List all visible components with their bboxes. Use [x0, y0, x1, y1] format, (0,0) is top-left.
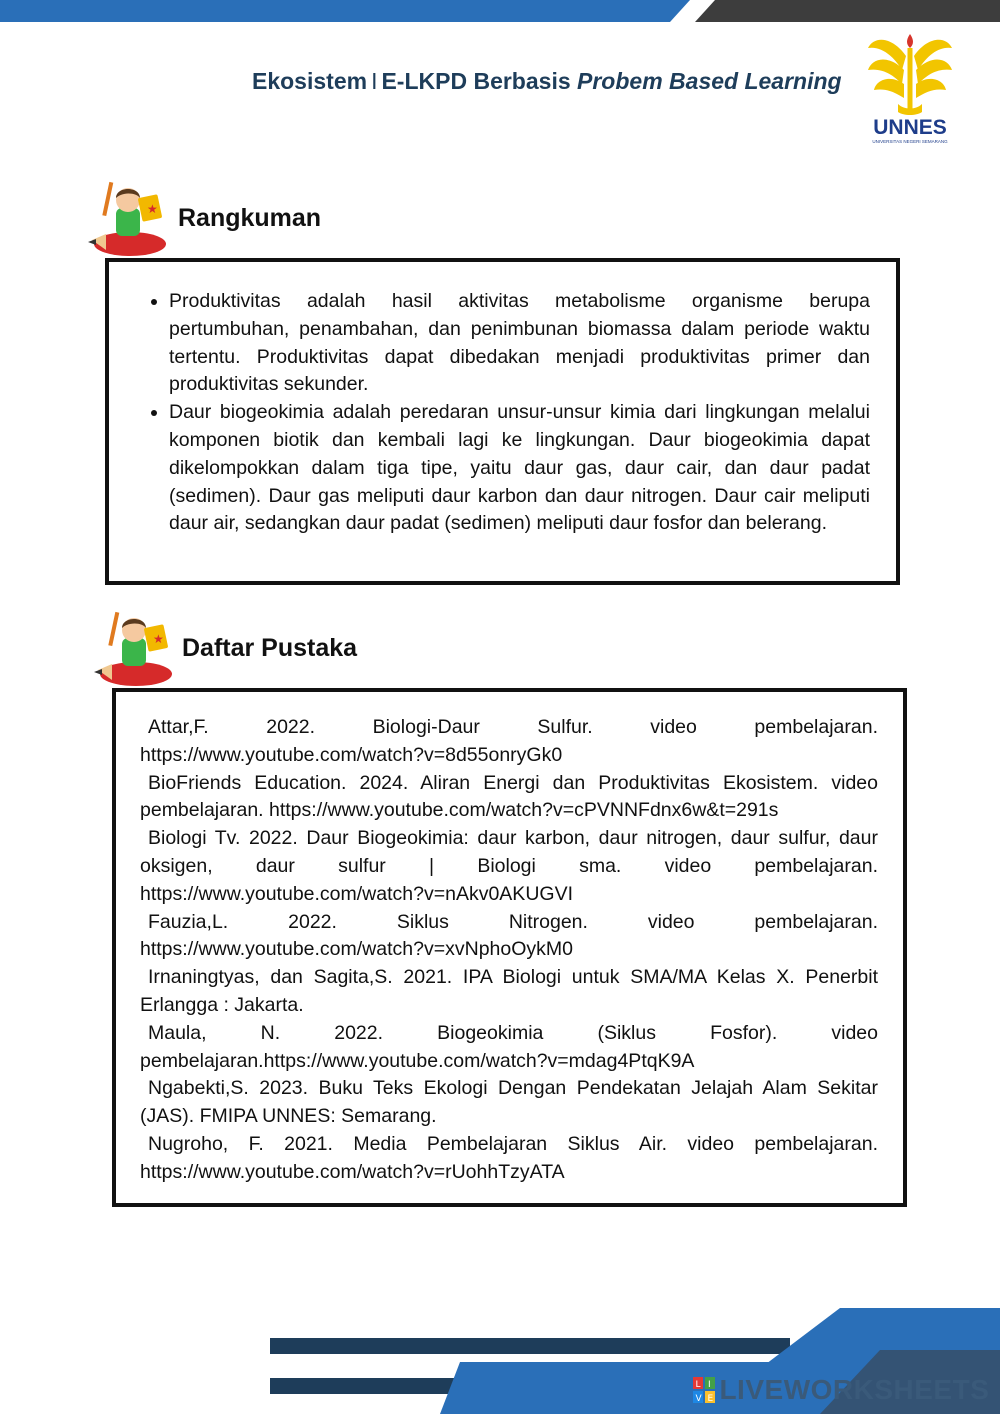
- svg-text:★: ★: [147, 202, 158, 216]
- reference-item: Fauzia,L. 2022. Siklus Nitrogen. video pembelajaran. https://www.youtube.com/watch?v=xvNphoOykM0: [140, 910, 878, 961]
- svg-text:★: ★: [153, 632, 164, 646]
- references-title: Daftar Pustaka: [182, 634, 358, 662]
- header-title: [252, 68, 842, 95]
- summary-list: [143, 288, 870, 538]
- reference-item: Irnaningtyas, dan Sagita,S. 2021. IPA Biologi untuk SMA/MA Kelas X. Penerbit Erlangga : Jakarta.: [140, 966, 878, 1016]
- reference-item: Biologi Tv. 2022. Daur Biogeokimia: daur karbon, daur nitrogen, daur sulfur, daur oksigen, daur sulfur | Biologi sma. video pembelajaran. https://www.youtube.com/watch?v=nAkv0AKUGVI: [140, 827, 878, 905]
- unnes-logo: [862, 26, 958, 148]
- mascot-pencil-icon: [86, 178, 172, 260]
- liveworksheets-logo-icon: [693, 1377, 715, 1403]
- watermark-text: LIVEWORKSHEETS: [719, 1374, 990, 1405]
- summary-box: [105, 258, 900, 585]
- reference-item: BioFriends Education. 2024. Aliran Energi dan Produktivitas Ekosistem. video pembelajaran. https://www.youtube.com/watch?v=cPVNNFdnx6w&t=291s: [140, 771, 878, 822]
- logo-text: UNNES: [873, 116, 947, 139]
- top-decorative-band: [0, 0, 1000, 22]
- badge-letter: I: [708, 1380, 711, 1390]
- liveworksheets-watermark: [693, 1374, 989, 1406]
- badge-letter: L: [695, 1380, 701, 1390]
- summary-item: • Daur biogeokimia adalah peredaran unsur-unsur kimia dari lingkungan melalui komponen biotik dan kembali lagi ke lingkungan. Daur biogeokimia dapat dikelompokkan dalam tiga tipe, yaitu daur gas, daur cair, dan daur padat (sedimen). Daur gas meliputi daur karbon dan daur nitrogen. Daur cair meliputi daur air, sedangkan daur padat (sedimen) meliputi daur fosfor dan belerang.: [169, 399, 870, 538]
- reference-item: Maula, N. 2022. Biogeokimia (Siklus Fosfor). video pembelajaran.https://www.youtube.com/watch?v=mdag4PtqK9A: [140, 1021, 878, 1072]
- logo-subtitle: UNIVERSITAS NEGERI SEMARANG: [872, 139, 948, 144]
- header-title-italic: Probem Based Learning: [577, 68, 842, 94]
- header-separator: I: [371, 68, 378, 94]
- badge-letter: V: [695, 1394, 702, 1403]
- reference-item: Ngabekti,S. 2023. Buku Teks Ekologi Dengan Pendekatan Jelajah Alam Sekitar (JAS). FMIPA UNNES: Semarang.: [140, 1077, 878, 1128]
- summary-title: Rangkuman: [178, 204, 322, 232]
- badge-letter: E: [707, 1394, 714, 1403]
- header-title-main: Ekosistem: [252, 68, 368, 94]
- header-title-prefix: E-LKPD Berbasis: [381, 68, 571, 94]
- summary-item: • Produktivitas adalah hasil aktivitas metabolisme organisme berupa pertumbuhan, penambahan, dan penimbunan biomassa dalam periode waktu tertentu. Produktivitas dapat dibedakan menjadi produktivitas primer dan produktivitas sekunder.: [169, 288, 870, 399]
- reference-item: Nugroho, F. 2021. Media Pembelajaran Siklus Air. video pembelajaran. https://www.youtube.com/watch?v=rUohhTzyATA: [140, 1132, 878, 1183]
- unnes-emblem-icon: [862, 26, 958, 118]
- reference-item: Attar,F. 2022. Biologi-Daur Sulfur. video pembelajaran. https://www.youtube.com/watch?v=8d55onryGk0: [140, 716, 878, 766]
- references-box: [112, 688, 907, 1207]
- mascot-pencil-icon: [92, 608, 178, 690]
